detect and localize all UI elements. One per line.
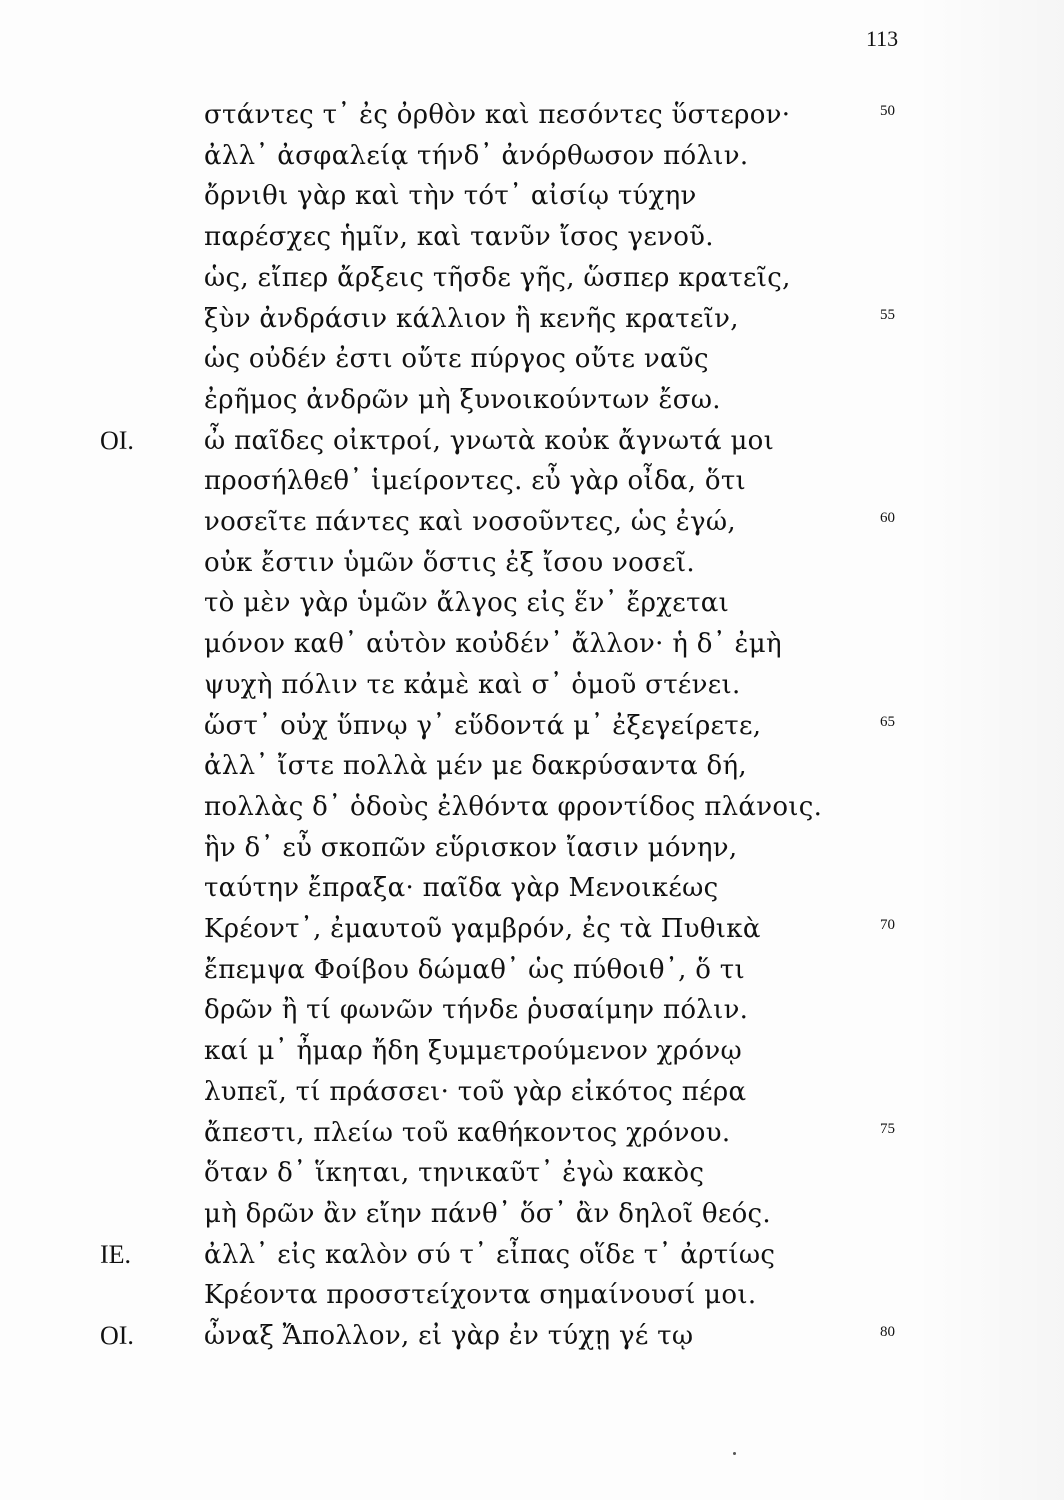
verse-line	[0, 666, 1064, 704]
verse-text: τὸ μὲν γὰρ ὑμῶν ἄλγος εἰς ἕν᾽ ἔρχεται	[204, 588, 730, 619]
verse-line	[0, 869, 1064, 907]
verse-text: νοσεῖτε πάντες καὶ νοσοῦντες, ὡς ἐγώ,	[204, 507, 736, 537]
verse-text: καί μ᾽ ἦμαρ ἤδη ξυμμετρούμενον χρόνῳ	[204, 1036, 742, 1067]
verse-line	[0, 991, 1064, 1029]
verse-line	[0, 503, 1064, 541]
verse-text: δρῶν ἢ τί φωνῶν τήνδε ῥυσαίμην πόλιν.	[204, 995, 749, 1026]
verse-line	[0, 96, 1064, 134]
verse-line	[0, 177, 1064, 215]
verse-text: ὄρνιθι γὰρ καὶ τὴν τότ᾽ αἰσίῳ τύχην	[204, 181, 697, 212]
line-number: 60	[880, 510, 895, 526]
line-number: 65	[880, 713, 895, 730]
line-number: 55	[880, 306, 895, 323]
verse-text: ἔπεμψα Φοίβου δώμαθ᾽ ὡς πύθοιθ᾽, ὅ τι	[204, 954, 745, 985]
verse-text: μόνον καθ᾽ αὑτὸν κοὐδέν᾽ ἄλλον· ἡ δ᾽ ἐμὴ	[204, 629, 782, 660]
verse-text: ὦναξ Ἄπολλον, εἰ γὰρ ἐν τύχῃ γέ τῳ	[204, 1321, 694, 1351]
line-number: 50	[880, 103, 895, 119]
line-number: 80	[880, 1324, 895, 1340]
speaker-label: ΙΕ.	[100, 1239, 132, 1269]
verse-text: ξὺν ἀνδράσιν κάλλιον ἢ κενῆς κρατεῖν,	[204, 303, 739, 334]
verse-text: ὦ παῖδες οἰκτροί, γνωτὰ κοὐκ ἄγνωτά μοι	[204, 425, 775, 456]
stray-dot-mark	[733, 1452, 736, 1455]
verse-line	[0, 1114, 1064, 1152]
verse-line	[0, 1073, 1064, 1111]
verse-text: ἀλλ᾽ ἀσφαλείᾳ τήνδ᾽ ἀνόρθωσον πόλιν.	[204, 140, 749, 171]
verse-line	[0, 829, 1064, 867]
verse-text: λυπεῖ, τί πράσσει· τοῦ γὰρ εἰκότος πέρα	[204, 1076, 747, 1107]
verse-line	[0, 137, 1064, 175]
verse-line	[0, 707, 1064, 745]
verse-text: ψυχὴ πόλιν τε κἀμὲ καὶ σ᾽ ὁμοῦ στένει.	[204, 669, 741, 700]
verse-line	[0, 951, 1064, 989]
verse-line	[0, 300, 1064, 338]
verse-text: ἀλλ᾽ ἴστε πολλὰ μέν με δακρύσαντα δή,	[204, 751, 747, 782]
verse-text: ἐρῆμος ἀνδρῶν μὴ ξυνοικούντων ἔσω.	[204, 384, 721, 415]
verse-text: ὡς οὐδέν ἐστι οὔτε πύργος οὔτε ναῦς	[204, 344, 709, 375]
verse-line	[0, 340, 1064, 378]
verse-text: Κρέοντ᾽, ἐμαυτοῦ γαμβρόν, ἐς τὰ Πυθικὰ	[204, 914, 761, 944]
verse-line	[0, 462, 1064, 500]
line-number: 75	[880, 1120, 895, 1137]
speaker-label: ΟΙ.	[100, 1321, 134, 1350]
verse-line	[0, 584, 1064, 622]
verse-text: στάντες τ᾽ ἐς ὀρθὸν καὶ πεσόντες ὕστερον·	[204, 100, 791, 130]
verse-text: ὡς, εἴπερ ἄρξεις τῆσδε γῆς, ὥσπερ κρατεῖς,	[204, 262, 791, 293]
verse-text: Κρέοντα προσστείχοντα σημαίνουσί μοι.	[204, 1280, 757, 1311]
verse-text: παρέσχες ἡμῖν, καὶ τανῦν ἴσος γενοῦ.	[204, 222, 714, 253]
verse-line	[0, 1032, 1064, 1070]
verse-line	[0, 788, 1064, 826]
verse-line	[0, 422, 1064, 460]
verse-text: ὅταν δ᾽ ἵκηται, τηνικαῦτ᾽ ἐγὼ κακὸς	[204, 1158, 705, 1189]
verse-text: οὐκ ἔστιν ὑμῶν ὅστις ἐξ ἴσου νοσεῖ.	[204, 547, 695, 578]
verse-text: προσήλθεθ᾽ ἱμείροντες. εὖ γὰρ οἶδα, ὅτι	[204, 466, 747, 497]
verse-line	[0, 1276, 1064, 1314]
verse-text: ἄπεστι, πλείω τοῦ καθήκοντος χρόνου.	[204, 1117, 731, 1148]
verse-line	[0, 910, 1064, 948]
verse-line	[0, 259, 1064, 297]
verse-line	[0, 1154, 1064, 1192]
verse-line	[0, 1195, 1064, 1233]
page-number: 113	[866, 26, 899, 51]
verse-line	[0, 1317, 1064, 1355]
verse-line	[0, 218, 1064, 256]
verse-line	[0, 381, 1064, 419]
verse-text: ταύτην ἔπραξα· παῖδα γὰρ Μενοικέως	[204, 873, 719, 904]
verse-text: ἣν δ᾽ εὖ σκοπῶν εὕρισκον ἴασιν μόνην,	[204, 832, 738, 863]
verse-line	[0, 1236, 1064, 1274]
verse-text: ἀλλ᾽ εἰς καλὸν σύ τ᾽ εἶπας οἵδε τ᾽ ἀρτίως	[204, 1239, 776, 1270]
verse-text: ὥστ᾽ οὐχ ὕπνῳ γ᾽ εὕδοντά μ᾽ ἐξεγείρετε,	[204, 710, 762, 741]
speaker-label: ΟΙ.	[100, 425, 134, 455]
verse-line	[0, 747, 1064, 785]
verse-line	[0, 544, 1064, 582]
line-number: 70	[880, 917, 895, 933]
verse-text: μὴ δρῶν ἂν εἴην πάνθ᾽ ὅσ᾽ ἂν δηλοῖ θεός.	[204, 1198, 771, 1229]
verse-line	[0, 625, 1064, 663]
verse-text: πολλὰς δ᾽ ὁδοὺς ἐλθόντα φροντίδος πλάνοις.	[204, 791, 823, 822]
